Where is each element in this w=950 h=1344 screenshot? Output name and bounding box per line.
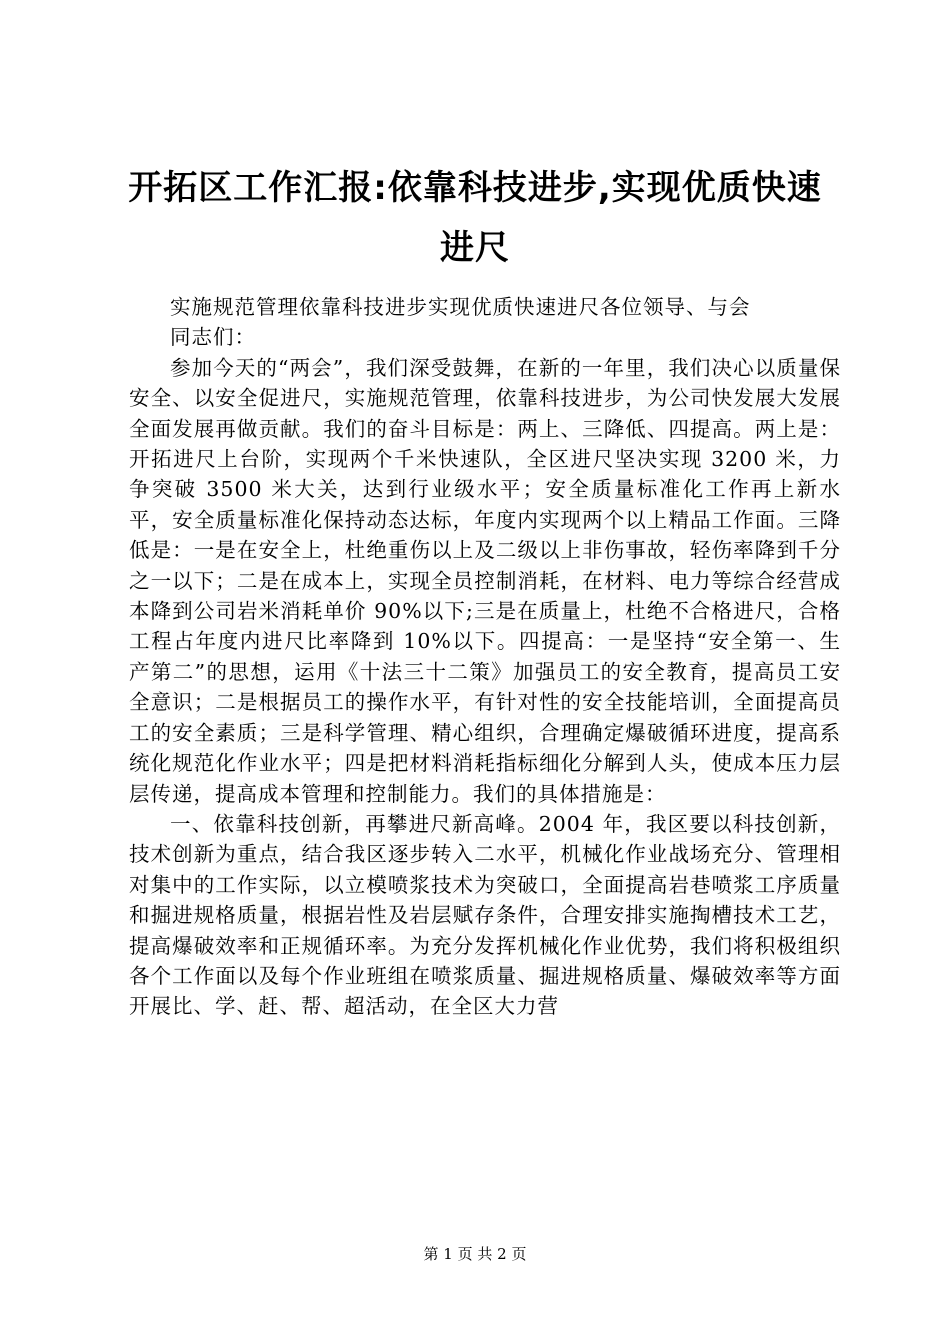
paragraph-goals: 参加今天的“两会”，我们深受鼓舞，在新的一年里，我们决心以质量保安全、以安全促进尺，实施规范管理，依靠科技进步，为公司快发展大发展全面发展再做贡献。我们的奋斗目标是：两上、三降低、四提高。两上是：开拓进尺上台阶，实现两个千米快速队，全区进尺坚决实现 3200 米，力争突破 3500 米大关，达到行业级水平；安全质量标准化工作再上新水平，安全质量标准化保持动态达标，年度内实现两个以上精品工作面。三降低是：一是在安全上，杜绝重伤以上及二级以上非伤事故，轻伤率降到千分之一以下；二是在成本上，实现全员控制消耗，在材料、电力等综合经营成本降到公司岩米消耗单价 90%以下;三是在质量上，杜绝不合格进尺，合格工程占年度内进尺比率降到 10%以下。四提高：一是坚持“安全第一、生产第二”的思想，运用《十法三十二策》加强员工的安全教育，提高员工安全意识；二是根据员工的操作水平，有针对性的安全技能培训，全面提高员工的安全素质；三是科学管理、精心组织，合理确定爆破循环进度，提高系统化规范化作业水平；四是把材料消耗指标细化分解到人头，使成本压力层层传递，提高成本管理和控制能力。我们的具体措施是： bbox=[129, 355, 841, 806]
page-footer: 第 1 页 共 2 页 bbox=[423, 1245, 527, 1263]
paragraph-salutation: 同志们： bbox=[170, 325, 256, 350]
paragraph-intro: 实施规范管理依靠科技进步实现优质快速进尺各位领导、与会 bbox=[170, 295, 751, 319]
document-body bbox=[129, 292, 841, 1022]
document-title: 开拓区工作汇报:依靠科技进步,实现优质快速进尺 bbox=[128, 168, 822, 268]
paragraph-measure-one: 一、依靠科技创新，再攀进尺新高峰。2004 年，我区要以科技创新，技术创新为重点，结合我区逐步转入二水平，机械化作业战场充分、管理相对集中的工作实际，以立模喷浆技术为突破口，全面提高岩巷喷浆工序质量和掘进规格质量，根据岩性及岩层赋存条件，合理安排实施掏槽技术工艺，提高爆破效率和正规循环率。为充分发挥机械化作业优势，我们将积极组织各个工作面以及每个作业班组在喷浆质量、掘进规格质量、爆破效率等方面开展比、学、赶、帮、超活动，在全区大力营 bbox=[129, 811, 841, 1019]
